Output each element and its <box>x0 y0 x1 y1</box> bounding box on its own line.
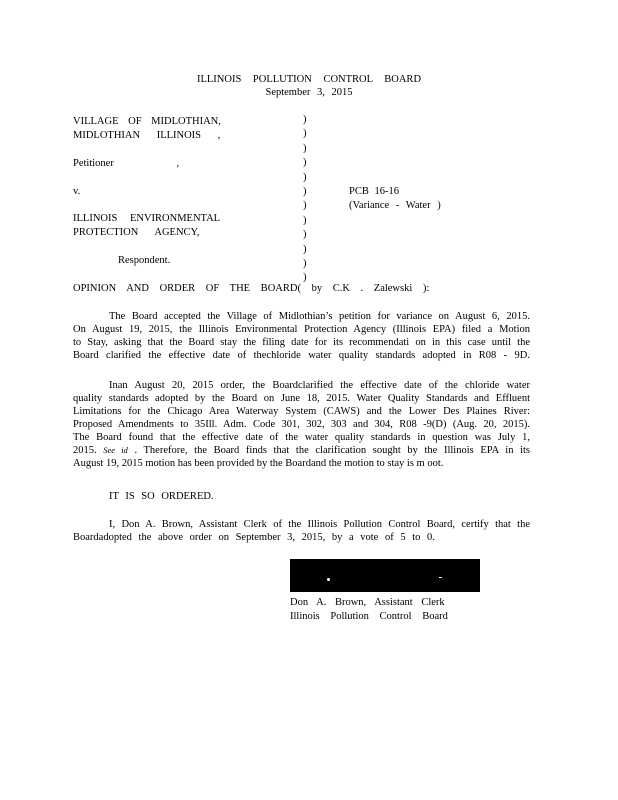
caption-parentheses: ) ) ) ) ) ) ) ) ) ) ) ) <box>303 114 307 284</box>
respondent-name-line1: ILLINOIS ENVIRONMENTAL <box>73 213 221 224</box>
paragraph-1-line: to Stay, asking that the Board stay the filing date for its recommendati on in this case until the <box>73 337 530 348</box>
paragraph-2-line: Inan August 20, 2015 order, the Boardclarified the effective date of the chloride water <box>109 380 530 391</box>
versus: v. <box>73 186 81 197</box>
paragraph-2 <box>73 379 530 470</box>
board-title: ILLINOIS POLLUTION CONTROL BOARD <box>196 74 422 85</box>
petitioner-name-line2: MIDLOTHIAN ILLINOIS , <box>73 130 221 141</box>
paragraph-2-year: 2015. <box>73 445 97 456</box>
order-date: September 3, 2015 <box>265 87 353 98</box>
paragraph-2-line: quality standards adopted by the Board on June 18, 2015. Water Quality Standards and Effluent <box>73 393 530 404</box>
paragraph-1-line: Board clarified the effective date of thechloride water quality standards adopted in R08 - 9D. <box>73 350 530 361</box>
paragraph-2-line: The Board found that the effective date of the water quality standards in question was July 1, <box>73 432 530 443</box>
paragraph-2-therefore: . Therefore, the Board finds that the clarification sought by the Illinois EPA in its <box>134 445 530 456</box>
so-ordered: IT IS SO ORDERED. <box>109 491 214 502</box>
opinion-heading: OPINION AND ORDER OF THE BOARD( by C.K . Zalewski ): <box>73 283 430 294</box>
petitioner-name-line1: VILLAGE OF MIDLOTHIAN, <box>73 116 221 127</box>
respondent-role: Respondent. <box>118 255 171 266</box>
paragraph-2-line: Limitations for the Chicago Area Waterway System (CAWS) and the Lower Des Plaines River: <box>73 406 530 417</box>
paragraph-1 <box>73 310 530 362</box>
see-id-citation: See id <box>103 445 128 455</box>
signature-name: Don A. Brown, Assistant Clerk <box>290 597 445 608</box>
certification <box>73 518 530 544</box>
certification-line: I, Don A. Brown, Assistant Clerk of the Illinois Pollution Control Board, certify that the <box>109 519 530 530</box>
certification-line: Boardadopted the above order on September 3, 2015, by a vote of 5 to 0. <box>73 532 435 543</box>
paragraph-1-line: On August 19, 2015, the Illinois Environmental Protection Agency (Illinois EPA) filed a Motion <box>73 324 530 335</box>
paragraph-2-line: August 19, 2015 motion has been provided by the Boardand the motion to stay is m oot. <box>73 458 444 469</box>
redacted-signature <box>290 559 480 592</box>
paragraph-1-line: The Board accepted the Village of Midlothian’s petition for variance on August 6, 2015. <box>109 311 530 322</box>
respondent-name-line2: PROTECTION AGENCY, <box>73 227 200 238</box>
paragraph-2-line: Proposed Amendments to 35Ill. Adm. Code 301, 302, 303 and 304, R08 -9(D) (Aug. 20, 2015). <box>73 419 530 430</box>
signature-office: Illinois Pollution Control Board <box>290 611 448 622</box>
case-type: (Variance - Water ) <box>349 200 441 211</box>
case-number: PCB 16-16 <box>349 186 399 197</box>
petitioner-role: Petitioner , <box>73 158 180 169</box>
paragraph-2-line <box>73 444 530 457</box>
